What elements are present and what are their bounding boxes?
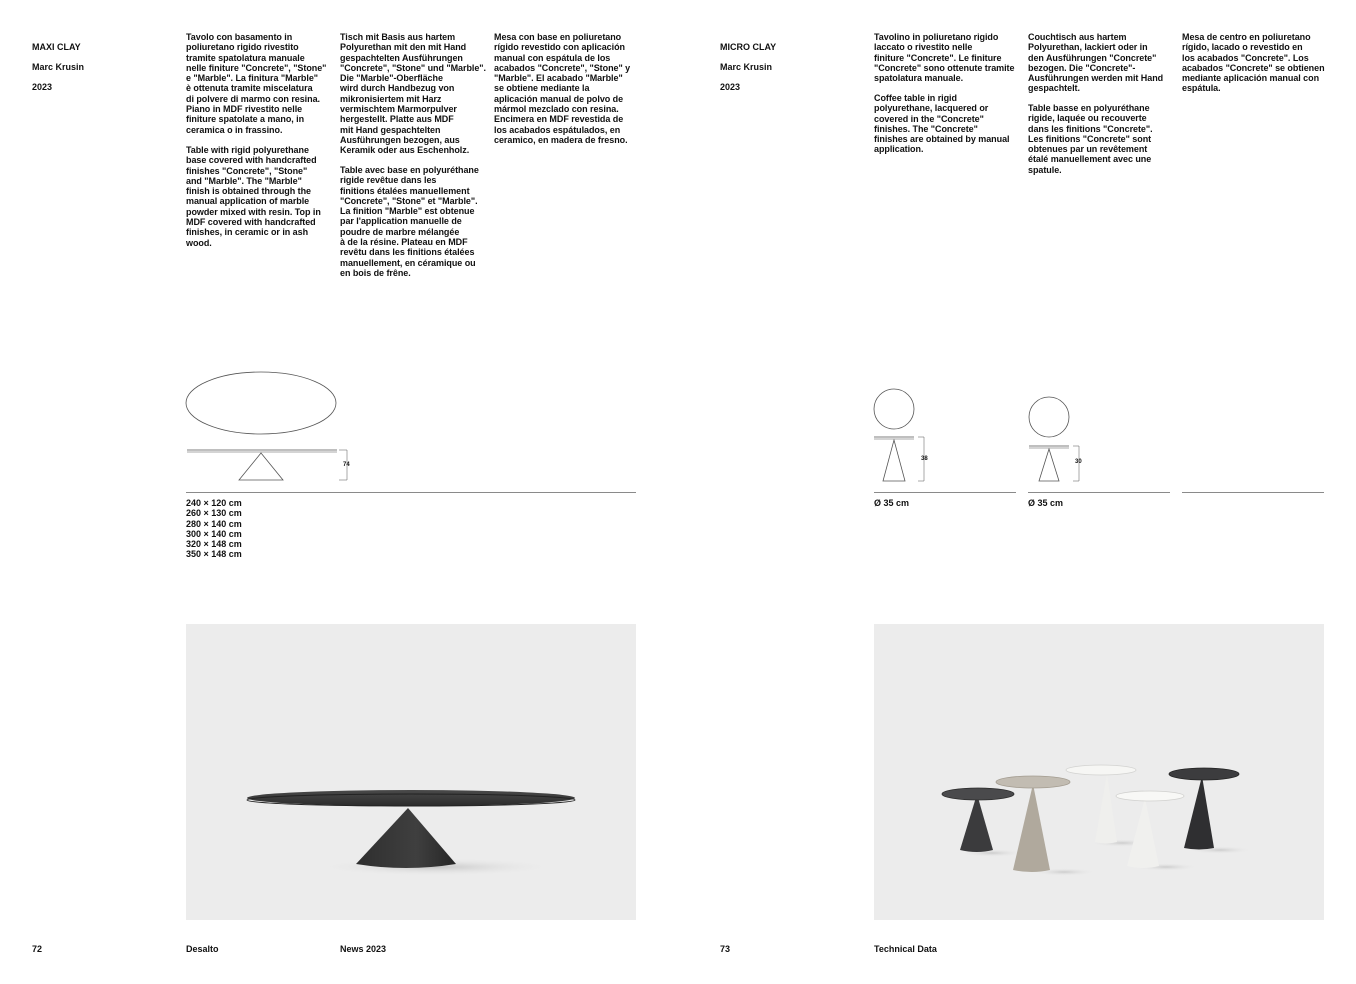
left-product-heading <box>32 32 84 102</box>
micro-clay-38-side-view <box>883 440 905 481</box>
left-product-name: MAXI CLAY <box>32 42 81 52</box>
micro-clay-38-top-view <box>874 389 914 429</box>
right-description-en: Coffee table in rigid polyurethane, lacquered or covered in the "Concrete" finishes. The "Concrete" finishes are obtained by manual application. <box>874 93 1010 155</box>
left-description-it: Tavolo con basamento in poliuretano rigido rivestito tramite spatolatura manuale nelle finiture "Concrete", "Stone" e "Marble". La finitura "Marble" è ottenuta tramite miscelatura di polvere di marmo con resina. Piano in MDF rivestito nelle finiture spatolate a mano, in ceramica o in frassino. <box>186 32 327 135</box>
right-footer-section: Technical Data <box>874 944 937 954</box>
right-description-de: Couchtisch aus hartem Polyurethan, lackiert oder in den Ausführungen "Concrete" bezogen. Die "Concrete"- Ausführungen werden mit Hand gespachtelt. <box>1028 32 1164 94</box>
micro-clay-photo <box>874 624 1324 920</box>
micro-clay-30-dimension: Ø 35 cm <box>1028 498 1064 508</box>
micro-clay-30-height-label: 30 <box>1075 459 1082 465</box>
maxi-clay-photo-top <box>247 790 575 806</box>
left-divider <box>186 492 636 493</box>
right-page-number: 73 <box>720 944 731 954</box>
maxi-clay-photo-base <box>356 808 456 868</box>
maxi-clay-drawing <box>184 368 354 486</box>
micro-clay-30-top-view <box>1029 397 1069 437</box>
right-divider-2 <box>1028 492 1170 493</box>
micro-clay-photo-table-dark-right <box>1169 768 1239 850</box>
micro-clay-photo-table-white-front <box>1116 791 1184 868</box>
maxi-clay-base-side <box>239 453 283 480</box>
maxi-clay-photo <box>186 624 636 920</box>
left-product-designer: Marc Krusin <box>32 62 85 72</box>
micro-clay-38-dimension: Ø 35 cm <box>874 498 910 508</box>
micro-clay-photo-table-white-back <box>1066 765 1136 844</box>
left-description-fr: Table avec base en polyuréthane rigide revêtue dans les finitions étalées manuellement "Concrete", "Stone" et "Marble". La finition "Marble" est obtenue par l'application manuelle de poudre de marbre mélangée à de la résine. Plateau en MDF revêtu dans les finitions étalées manuellement, en céramique ou en bois de frêne. <box>340 165 479 278</box>
left-footer-section: News 2023 <box>340 944 387 954</box>
maxi-clay-height-label: 74 <box>343 462 350 468</box>
left-description-es: Mesa con base en poliuretano rígido revestido con aplicación manual con espátula de los acabados "Concrete", "Stone" y "Marble". El acabado "Marble" se obtiene mediante la aplicación manual de polvo de mármol mezclado con resina. Encimera en MDF revestida de los acabados espátulados, en ceramico, en madera de fresno. <box>494 32 631 145</box>
right-description-fr: Table basse en polyuréthane rigide, laquée ou recouverte dans les finitions "Concrete". Les finitions "Concrete" sont obtenues par un revêtement étalé manuellement avec une spatule. <box>1028 103 1153 175</box>
left-footer-brand: Desalto <box>186 944 219 954</box>
right-product-name: MICRO CLAY <box>720 42 777 52</box>
right-description-it: Tavolino in poliuretano rigido laccato o rivestito nelle finiture "Concrete". Le finiture "Concrete" sono ottenute tramite spatolatura manuale. <box>874 32 1015 84</box>
micro-clay-drawing-38 <box>870 388 940 486</box>
micro-clay-photo-table-dark-left <box>942 788 1014 852</box>
micro-clay-38-height-label: 38 <box>921 456 928 462</box>
right-product-heading <box>720 32 776 102</box>
left-description-en: Table with rigid polyurethane base covered with handcrafted finishes "Concrete", "Stone" and "Marble". The "Marble" finish is obtained through the manual application of marble powder mixed with resin. Top in MDF covered with handcrafted finishes, in ceramic or in ash wood. <box>186 145 321 248</box>
maxi-clay-top-view <box>186 372 336 434</box>
right-product-designer: Marc Krusin <box>720 62 773 72</box>
right-divider-3 <box>1182 492 1324 493</box>
left-product-year: 2023 <box>32 82 53 92</box>
micro-clay-drawing-30 <box>1024 396 1094 486</box>
left-description-de: Tisch mit Basis aus hartem Polyurethan mit den mit Hand gespachtelten Ausführungen "Concrete", "Stone" und "Marble". Die "Marble"-Oberfläche wird durch Handbezug von mikronisiertem mit Harz vermischtem Marmorpulver hergestellt. Platte aus MDF mit Hand gespachtelten Ausführungen bezogen, aus Keramik oder aus Eschenholz. <box>340 32 486 156</box>
right-product-year: 2023 <box>720 82 741 92</box>
maxi-clay-dimensions: 240 × 120 cm 260 × 130 cm 280 × 140 cm 300 × 140 cm 320 × 148 cm 350 × 148 cm <box>186 498 242 560</box>
right-description-es: Mesa de centro en poliuretano rígido, lacado o revestido en los acabados "Concrete". Los acabados "Concrete" se obtienen mediante aplicación manual con espátula. <box>1182 32 1325 94</box>
micro-clay-30-side-view <box>1039 449 1059 481</box>
right-divider-1 <box>874 492 1016 493</box>
left-page-number: 72 <box>32 944 43 954</box>
